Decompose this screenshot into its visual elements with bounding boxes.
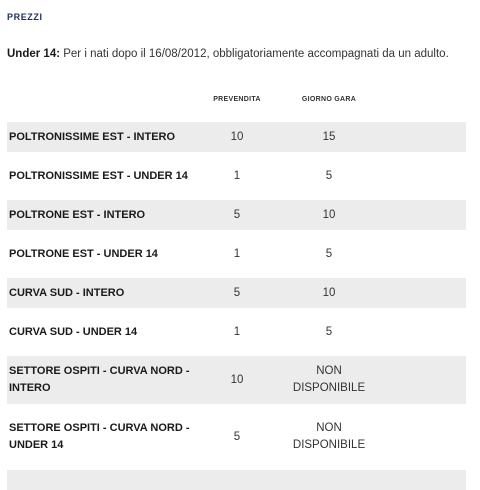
under-14-note bbox=[7, 48, 449, 60]
section-title: PREZZI bbox=[7, 12, 43, 22]
column-header-prevendita: PREVENDITA bbox=[213, 96, 261, 103]
note-text: Per i nati dopo il 16/08/2012, obbligatoriamente accompagnati da un adulto. bbox=[60, 48, 449, 60]
table-row bbox=[7, 278, 466, 308]
table-row bbox=[7, 470, 466, 490]
price-prevendita: 1 bbox=[233, 170, 241, 182]
sector-name: SETTORE OSPITI - CURVA NORD - UNDER 14 bbox=[9, 422, 190, 451]
price-giorno-gara: 15 bbox=[322, 130, 336, 143]
price-prevendita: 10 bbox=[230, 374, 244, 386]
price-giorno-gara: 10 bbox=[322, 286, 336, 299]
column-header-giorno-gara: GIORNO GARA bbox=[301, 96, 357, 103]
price-prevendita: 5 bbox=[233, 209, 241, 221]
price-prevendita: 10 bbox=[230, 131, 244, 143]
price-giorno-gara: NON DISPONIBILE bbox=[292, 365, 366, 394]
sector-name: CURVA SUD - INTERO bbox=[9, 286, 125, 299]
price-prevendita: 1 bbox=[233, 326, 241, 338]
table-row bbox=[7, 200, 466, 230]
table-row bbox=[7, 161, 466, 191]
table-row bbox=[7, 317, 466, 347]
price-giorno-gara: 10 bbox=[322, 208, 336, 221]
note-label: Under 14: bbox=[7, 48, 61, 60]
price-giorno-gara: 5 bbox=[325, 169, 333, 182]
price-giorno-gara: NON DISPONIBILE bbox=[292, 422, 366, 451]
table-row bbox=[7, 413, 466, 461]
price-prevendita: 5 bbox=[233, 431, 241, 443]
sector-name: POLTRONE EST - INTERO bbox=[9, 208, 146, 221]
sector-name: CURVA SUD - UNDER 14 bbox=[9, 325, 138, 338]
price-prevendita: 5 bbox=[233, 287, 241, 299]
sector-name: SETTORE OSPITI - CURVA NORD - INTERO bbox=[9, 365, 190, 394]
sector-name: POLTRONE EST - UNDER 14 bbox=[9, 247, 158, 260]
price-table bbox=[7, 122, 466, 490]
table-row bbox=[7, 122, 466, 152]
table-row bbox=[7, 239, 466, 269]
price-giorno-gara: 5 bbox=[325, 247, 333, 260]
sector-name: POLTRONISSIME EST - UNDER 14 bbox=[9, 169, 188, 182]
sector-name: POLTRONISSIME EST - INTERO bbox=[9, 130, 176, 143]
price-giorno-gara: 5 bbox=[325, 325, 333, 338]
price-prevendita: 1 bbox=[233, 248, 241, 260]
table-row bbox=[7, 356, 466, 404]
